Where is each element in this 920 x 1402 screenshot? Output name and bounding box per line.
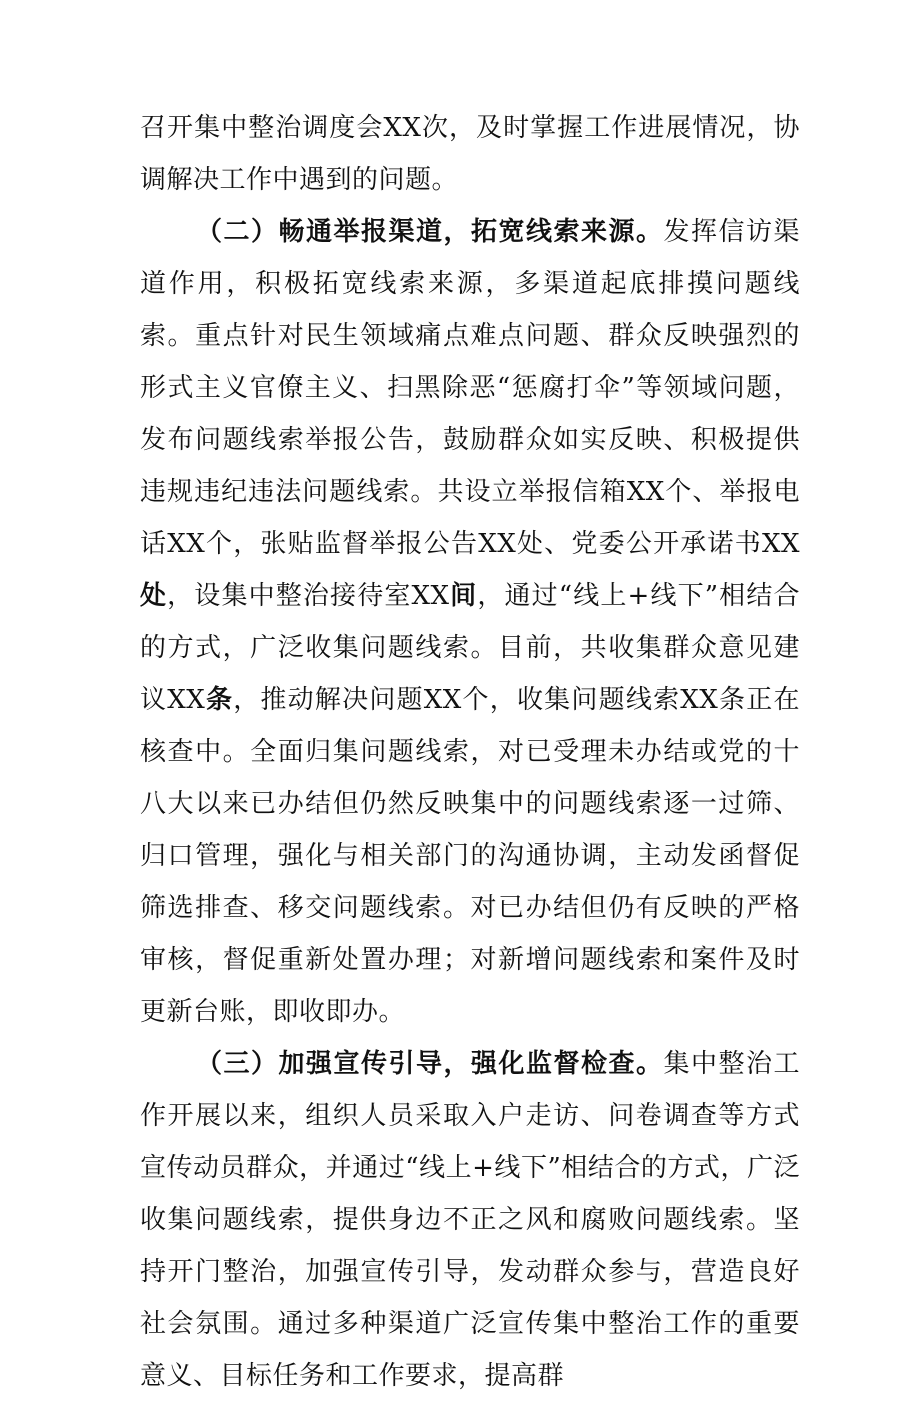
paragraph-2-text-b: ，设集中整治接待室XX <box>167 581 450 611</box>
paragraph-2-text-a: 发挥信访渠道作用，积极拓宽线索来源，多渠道起底排摸问题线索。重点针对民生领域痛点难点问题、群众反映强烈的形式主义官僚主义、扫黑除恶“惩腐打伞”等领域问题，发布问题线索举报公告，鼓励群众如实反映、积极提供违规违纪违法问题线索。共设立举报信箱XX个、举报电话XX个，张贴监督举报公告XX处、党委公开承诺书XX <box>140 217 800 559</box>
paragraph-2-bold-jian: 间 <box>449 581 478 611</box>
paragraph-3 <box>140 1038 800 1402</box>
paragraph-3-text: 集中整治工作开展以来，组织人员采取入户走访、问卷调查等方式宣传动员群众，并通过“线上+线下”相结合的方式，广泛收集问题线索，提供身边不正之风和腐败问题线索。坚持开门整治，加强宣传引导，发动群众参与，营造良好社会氛围。通过多种渠道广泛宣传集中整治工作的重要意义、目标任务和工作要求，提高群 <box>140 1049 800 1391</box>
paragraph-1-text: 召开集中整治调度会XX次，及时掌握工作进展情况，协调解决工作中遇到的问题。 <box>140 113 800 195</box>
document-body <box>140 102 800 1402</box>
paragraph-1 <box>140 102 800 206</box>
paragraph-2-text-d: ，推动解决问题XX个，收集问题线索XX条正在核查中。全面归集问题线索，对已受理未办结或党的十八大以来已办结但仍然反映集中的问题线索逐一过筛、归口管理，强化与相关部门的沟通协调，主动发函督促筛选排查、移交问题线索。对已办结但仍有反映的严格审核，督促重新处置办理；对新增问题线索和案件及时更新台账，即收即办。 <box>140 685 800 1027</box>
paragraph-2-bold-tiao: 条 <box>205 685 234 715</box>
paragraph-2 <box>140 206 800 1038</box>
section-heading-3: （三）加强宣传引导，强化监督检查。 <box>196 1049 664 1079</box>
paragraph-2-bold-chu: 处 <box>140 581 168 611</box>
paragraph-2-text-c: ，通过“线上+线下”相结合的方式，广泛收集问题线索。目前，共收集群众意见建议XX <box>140 581 800 715</box>
section-heading-2: （二）畅通举报渠道，拓宽线索来源。 <box>196 217 664 247</box>
